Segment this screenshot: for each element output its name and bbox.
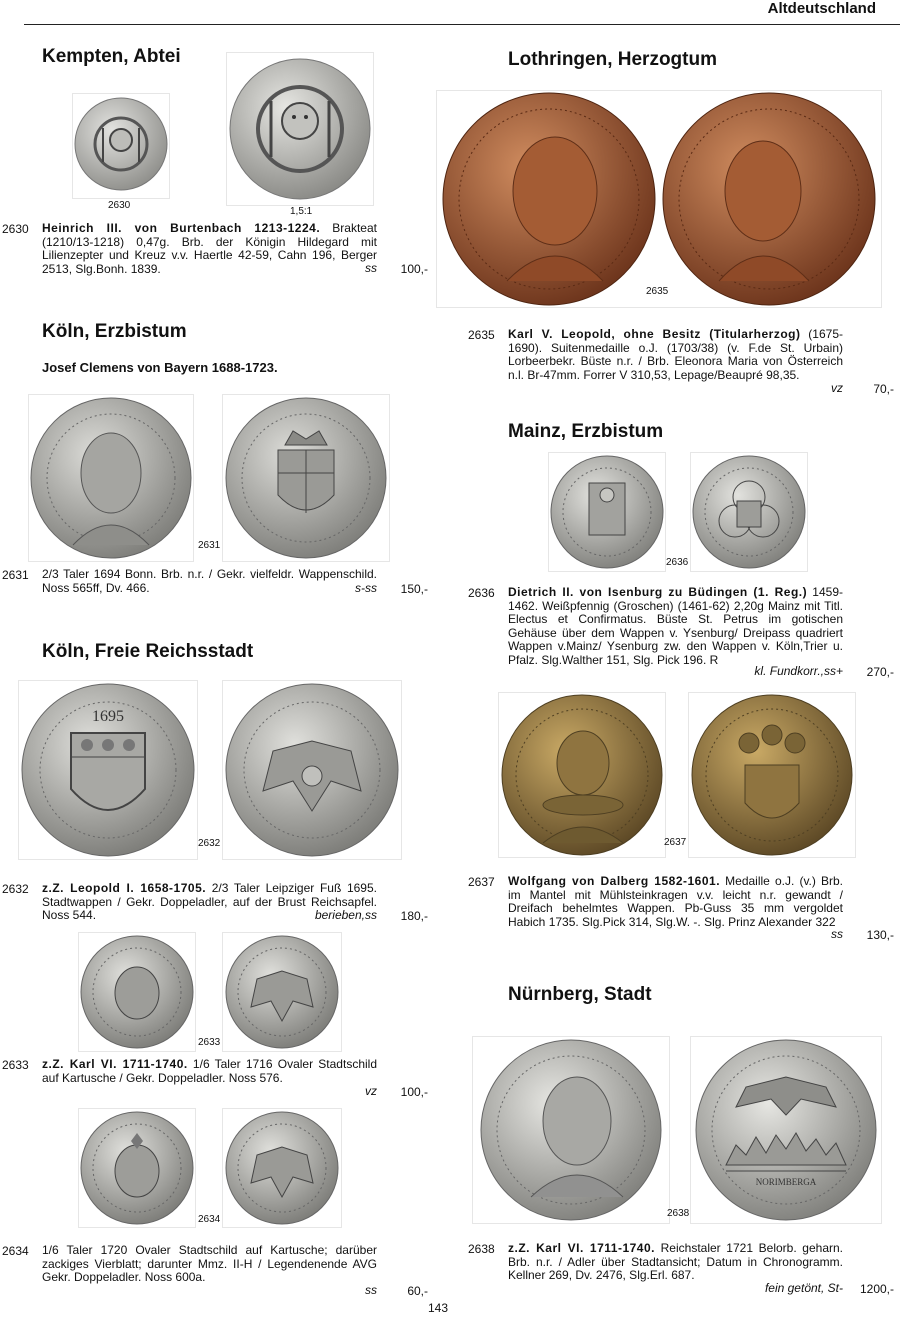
lot-title-2633: z.Z. Karl VI. 1711-1740. [42,1057,188,1071]
lot-description-2635 [508,328,843,382]
lot-description-2637 [508,875,843,929]
coin-image-2631-reverse [222,394,390,562]
taler-bust-icon [29,395,193,561]
lot-text-2637: Medaille o.J. (v.) Brb. im Mantel mit Mühlsteinkragen v.v. leicht n.r. gewandt / Dreifach behelmtes Wappen. Pb-Guss 35 mm vergoldet Habich 1735. Slg.Pick 314, Slg.W. -. Slg. Prinz Alexander 322 [508,874,844,929]
double-eagle-icon [223,933,341,1051]
lot-grade-2634: ss [365,1283,377,1297]
lot-text-2638: Reichstaler 1721 Belorb. geharn. Brb. n.r. / Adler über Stadtansicht; Datum in Chronogramm. Kellner 269, Dv. 2476, Slg.Erl. 687. [508,1241,843,1282]
coin-image-2633-reverse [222,932,342,1052]
image-label-2638: 2638 [667,1208,690,1219]
subheading-josef-clemens: Josef Clemens von Bayern 1688-1723. [42,360,278,375]
lot-grade-2637: ss [831,927,843,941]
image-label-2631: 2631 [198,540,221,551]
coin-image-2635 [436,90,882,308]
coin-image-2637-reverse [688,692,856,858]
lot-title-2630: Heinrich III. von Burtenbach 1213-1224. [42,221,321,235]
lot-title-2637: Wolfgang von Dalberg 1582-1601. [508,874,721,888]
eagle-over-city-icon [691,1037,881,1223]
lot-number-2637: 2637 [468,875,495,889]
coin-image-2630-enlarged [226,52,374,206]
coin-image-2638-reverse [690,1036,882,1224]
section-heading-nuernberg: Nürnberg, Stadt [508,984,652,1005]
coin-image-2632-reverse [222,680,402,860]
lot-grade-2638: fein getönt, St- [764,1281,843,1295]
coin-exergue-2638: NORIMBERGA [755,1177,817,1187]
lot-price-2632: 180,- [400,909,428,923]
double-eagle-icon [223,681,401,859]
lot-title-2632: z.Z. Leopold I. 1658-1705. [42,881,207,895]
coin-date-2632: 1695 [92,708,124,725]
lot-text-2630: Brakteat (1210/13-1218) 0,47g. Brb. der Königin Hildegard mit Lilienzepter und Kreuz v.v. Haertle 42-59, Cahn 196, Berger 2513, Slg.Bonh. 1839. [42,221,377,276]
oval-shield-icon [79,933,195,1051]
image-label-2632: 2632 [198,838,221,849]
lot-title-2638: z.Z. Karl VI. 1711-1740. [508,1241,655,1255]
lot-number-2630: 2630 [2,222,29,236]
coin-image-2631-obverse [28,394,194,562]
lot-text-2636: 1459-1462. Weißpfennig (Groschen) (1461-62) 2,20g Mainz mit Titl. Electus et Confirmatus. Büste St. Petrus im gotischen Gehäuse über dem Wappen v. Ysenburg/ Dreipass quadriert Wappen v.Mainz/ Ysenburg zw. den Wappen v. Köln,Trier u. Pfalz. Slg.Walther 151, Slg. Pick 196. R [508,585,843,667]
coin-image-2634-obverse [78,1108,196,1228]
lot-grade-2630: ss [365,261,377,275]
lot-grade-2632: berieben,ss [314,908,377,922]
coin-image-2636-obverse [548,452,666,572]
bracteate-icon [73,94,169,198]
image-scale-2630: 1,5:1 [290,206,313,217]
section-heading-mainz: Mainz, Erzbistum [508,421,664,442]
lot-text-2635: (1675-1690). Suitenmedaille o.J. (1703/38) (v. F.de St. Urbain) Lorbeerbekr. Büste n.r. / Brb. Eleonora Maria von Österreich n.l. Br-47mm. Forrer V 310,53, Lepage/Beaupré 98,35. [508,327,843,382]
lot-text-2631: 2/3 Taler 1694 Bonn. Brb. n.r. / Gekr. vielfeldr. Wappenschild. Noss 565ff, Dv. 466. [42,567,377,595]
image-label-2630: 2630 [108,200,131,211]
lot-price-2630: 100,- [400,262,428,276]
lot-number-2638: 2638 [468,1242,495,1256]
lot-number-2636: 2636 [468,586,495,600]
groschen-saint-icon [549,453,665,571]
section-heading-kempten: Kempten, Abtei [42,46,181,67]
city-arms-icon [19,681,197,859]
lot-number-2631: 2631 [2,568,29,582]
double-eagle-icon [223,1109,341,1227]
lot-text-2632: 2/3 Taler Leipziger Fuß 1695. Stadtwappen / Gekr. Doppeladler, auf der Brust Reichsapfel. Noss 544. [42,881,377,922]
image-label-2636: 2636 [666,557,689,568]
coin-image-2636-reverse [690,452,808,572]
lot-number-2635: 2635 [468,328,495,342]
lot-price-2633: 100,- [400,1085,428,1099]
coin-image-2638-obverse [472,1036,670,1224]
running-header: Altdeutschland [767,0,876,17]
lot-price-2635: 70,- [873,382,894,396]
lot-text-2634: 1/6 Taler 1720 Ovaler Stadtschild auf Kartusche; darüber zackiges Vierblatt; darunter Mmz. II-H / Legendenende AVG Gekr. Doppeladler. Noss 600a. [42,1243,377,1284]
lot-price-2631: 150,- [400,582,428,596]
image-label-2635: 2635 [646,286,669,297]
gilt-medal-portrait-icon [499,693,665,857]
lot-price-2636: 270,- [866,665,894,679]
lot-grade-2633: vz [365,1084,377,1098]
lot-text-2633: 1/6 Taler 1716 Ovaler Stadtschild auf Kartusche / Gekr. Doppeladler. Noss 576. [42,1057,377,1085]
lot-number-2634: 2634 [2,1244,29,1258]
image-label-2633: 2633 [198,1037,221,1048]
lot-grade-2636: kl. Fundkorr.,ss+ [754,664,843,678]
lot-price-2637: 130,- [866,928,894,942]
image-label-2634: 2634 [198,1214,221,1225]
oval-shield-icon [79,1109,195,1227]
lot-description-2636 [508,586,843,667]
lot-title-2636: Dietrich II. von Isenburg zu Büdingen (1. Reg.) [508,585,808,599]
lot-description-2630 [42,222,377,276]
coat-of-arms-icon [223,395,389,561]
lot-number-2633: 2633 [2,1058,29,1072]
page-number: 143 [428,1301,449,1315]
lot-price-2634: 60,- [407,1284,428,1298]
lot-description-2633 [42,1058,377,1085]
reichstaler-bust-icon [473,1037,669,1223]
lot-price-2638: 1200,- [859,1282,894,1296]
coin-image-2632-obverse [18,680,198,860]
coin-image-2630-small [72,93,170,199]
coin-image-2633-obverse [78,932,196,1052]
section-heading-koeln-reichsstadt: Köln, Freie Reichsstadt [42,641,254,662]
bronze-medal-pair-icon [437,91,881,307]
coin-image-2637-obverse [498,692,666,858]
section-heading-lothringen: Lothringen, Herzogtum [508,49,717,70]
section-heading-koeln-erzbistum: Köln, Erzbistum [42,321,187,342]
lot-grade-2631: s-ss [355,581,377,595]
lot-description-2634 [42,1244,377,1285]
coin-image-2634-reverse [222,1108,342,1228]
header-rule [24,24,900,25]
trefoil-arms-icon [691,453,807,571]
lot-description-2638 [508,1242,843,1283]
bracteate-enlarged-icon [227,53,373,205]
image-label-2637: 2637 [664,837,687,848]
lot-title-2635: Karl V. Leopold, ohne Besitz (Titularherzog) [508,327,801,341]
lot-number-2632: 2632 [2,882,29,896]
gilt-medal-arms-icon [689,693,855,857]
lot-grade-2635: vz [831,381,843,395]
